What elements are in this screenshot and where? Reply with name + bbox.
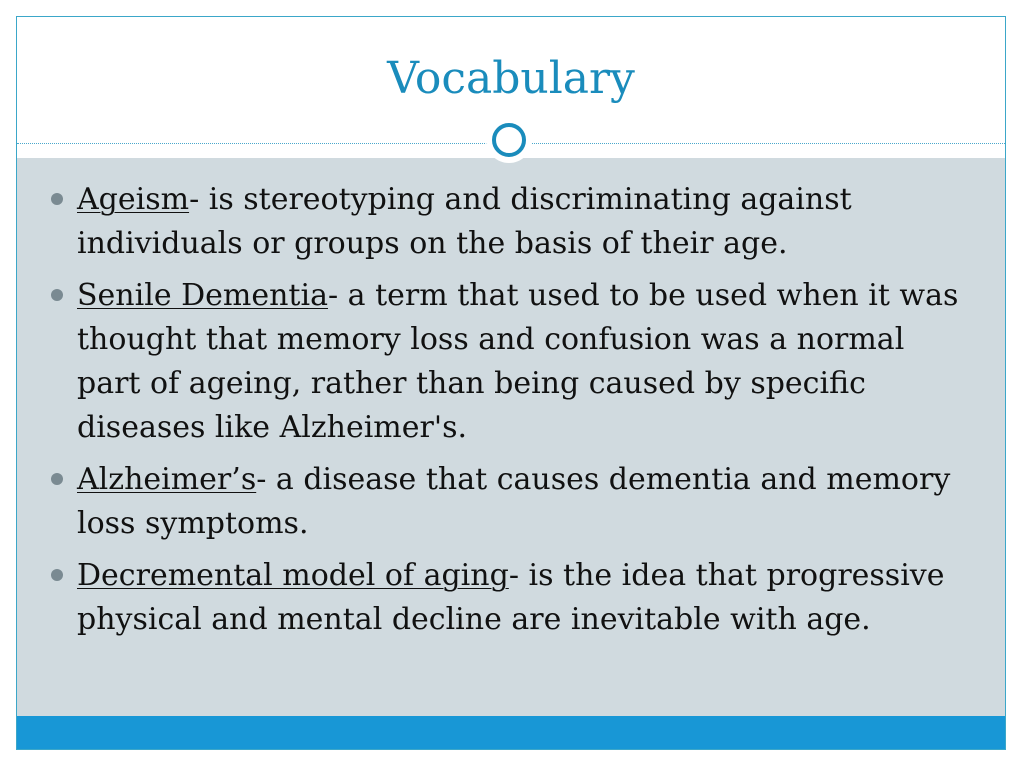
bullet-dot-icon	[51, 193, 63, 205]
circle-ornament-ring	[492, 123, 526, 157]
bottom-accent-bar	[17, 716, 1005, 750]
bullet-dot-icon	[51, 569, 63, 581]
bullet-dot-icon	[51, 473, 63, 485]
term-senile-dementia: Senile Dementia	[77, 278, 328, 313]
bullet-item-decremental-model	[47, 554, 977, 642]
definition-decremental-model: - is the idea that progressive physical and mental decline are inevitable with age.	[77, 558, 945, 637]
slide	[16, 16, 1006, 750]
definition-ageism: - is stereotyping and discriminating against individuals or groups on the basis of their age.	[77, 182, 852, 261]
term-decremental-model: Decremental model of aging	[77, 558, 509, 593]
circle-ornament-icon	[486, 117, 532, 163]
term-alzheimers: Alzheimer’s	[77, 462, 257, 497]
term-ageism: Ageism	[77, 182, 190, 217]
definition-senile-dementia: - a term that used to be used when it was thought that memory loss and confusion was a normal part of ageing, rather than being caused by specific diseases like Alzheimer's.	[77, 278, 959, 445]
slide-title: Vocabulary	[387, 53, 635, 104]
definition-alzheimers: - a disease that causes dementia and memory loss symptoms.	[77, 462, 951, 541]
bullet-item-ageism	[47, 178, 977, 266]
bullet-list	[47, 178, 977, 650]
bullet-item-alzheimers	[47, 458, 977, 546]
bullet-dot-icon	[51, 289, 63, 301]
content-area	[17, 158, 1005, 716]
bullet-item-senile-dementia	[47, 274, 977, 450]
